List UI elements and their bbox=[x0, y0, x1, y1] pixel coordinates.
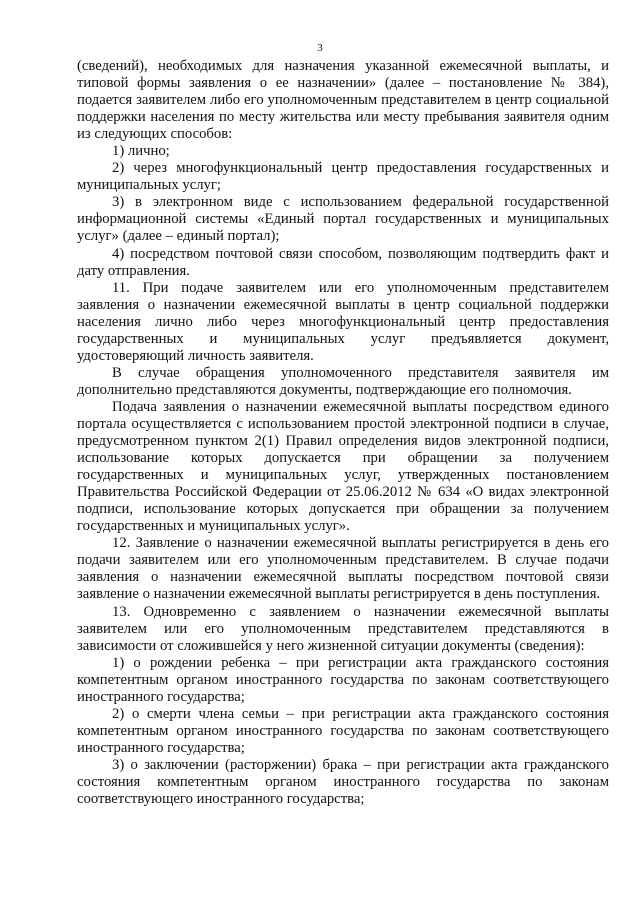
clause-11-representative: В случае обращения уполномоченного представителя заявителя им дополнительно представляются документы, подтверждающие его полномочия. bbox=[77, 364, 609, 398]
document-body bbox=[77, 58, 609, 808]
clause-13-item-1: 1) о рождении ребенка – при регистрации акта гражданского состояния компетентным органом иностранного государства по законам соответствующего иностранного государства; bbox=[77, 654, 609, 705]
clause-11: 11. При подаче заявителем или его уполномоченным представителем заявления о назначении ежемесячной выплаты в центр социальной поддержки населения лично либо через многофункциональный центр предоставления государственных и муниципальных услуг предъявляется документ, удостоверяющий личность заявителя. bbox=[77, 279, 609, 364]
clause-13: 13. Одновременно с заявлением о назначении ежемесячной выплаты заявителем или его уполномоченным представителем представляются в зависимости от сложившейся у него жизненной ситуации документы (сведения): bbox=[77, 603, 609, 654]
paragraph-continuation: (сведений), необходимых для назначения указанной ежемесячной выплаты, и типовой формы заявления о ее назначении» (далее – постановление № 384), подается заявителем либо его уполномоченным представителем в центр социальной поддержки населения по месту жительства или месту пребывания заявителя одним из следующих способов: bbox=[77, 58, 609, 143]
clause-13-item-3: 3) о заключении (расторжении) брака – при регистрации акта гражданского состояния компетентным органом иностранного государства по законам соответствующего иностранного государства; bbox=[77, 756, 609, 808]
page-number: 3 bbox=[317, 42, 323, 54]
list-item-4: 4) посредством почтовой связи способом, позволяющим подтвердить факт и дату отправления. bbox=[77, 245, 609, 279]
list-item-1: 1) лично; bbox=[112, 143, 170, 160]
clause-13-item-2: 2) о смерти члена семьи – при регистрации акта гражданского состояния компетентным органом иностранного государства по законам соответствующего иностранного государства; bbox=[77, 705, 609, 756]
clause-12: 12. Заявление о назначении ежемесячной выплаты регистрируется в день его подачи заявителем или его уполномоченным представителем. В случае подачи заявления о назначении ежемесячной выплаты посредством почтовой связи заявление о назначении ежемесячной выплаты регистрируется в день поступления. bbox=[77, 535, 609, 603]
clause-11-portal: Подача заявления о назначении ежемесячной выплаты посредством единого портала осуществляется с использованием простой электронной подписи в случае, предусмотренном пунктом 2(1) Правил определения видов электронной подписи, использование которых допускается при обращении за получением государственных и муниципальных услуг, утвержденных постановлением Правительства Российской Федерации от 25.06.2012 № 634 «О видах электронной подписи, использование которых допускается при обращении за получением государственных и муниципальных услуг». bbox=[77, 398, 609, 535]
list-item-2: 2) через многофункциональный центр предоставления государственных и муниципальных услуг; bbox=[77, 160, 609, 194]
list-item-3: 3) в электронном виде с использованием федеральной государственной информационной системы «Единый портал государственных и муниципальных услуг» (далее – единый портал); bbox=[77, 194, 609, 245]
